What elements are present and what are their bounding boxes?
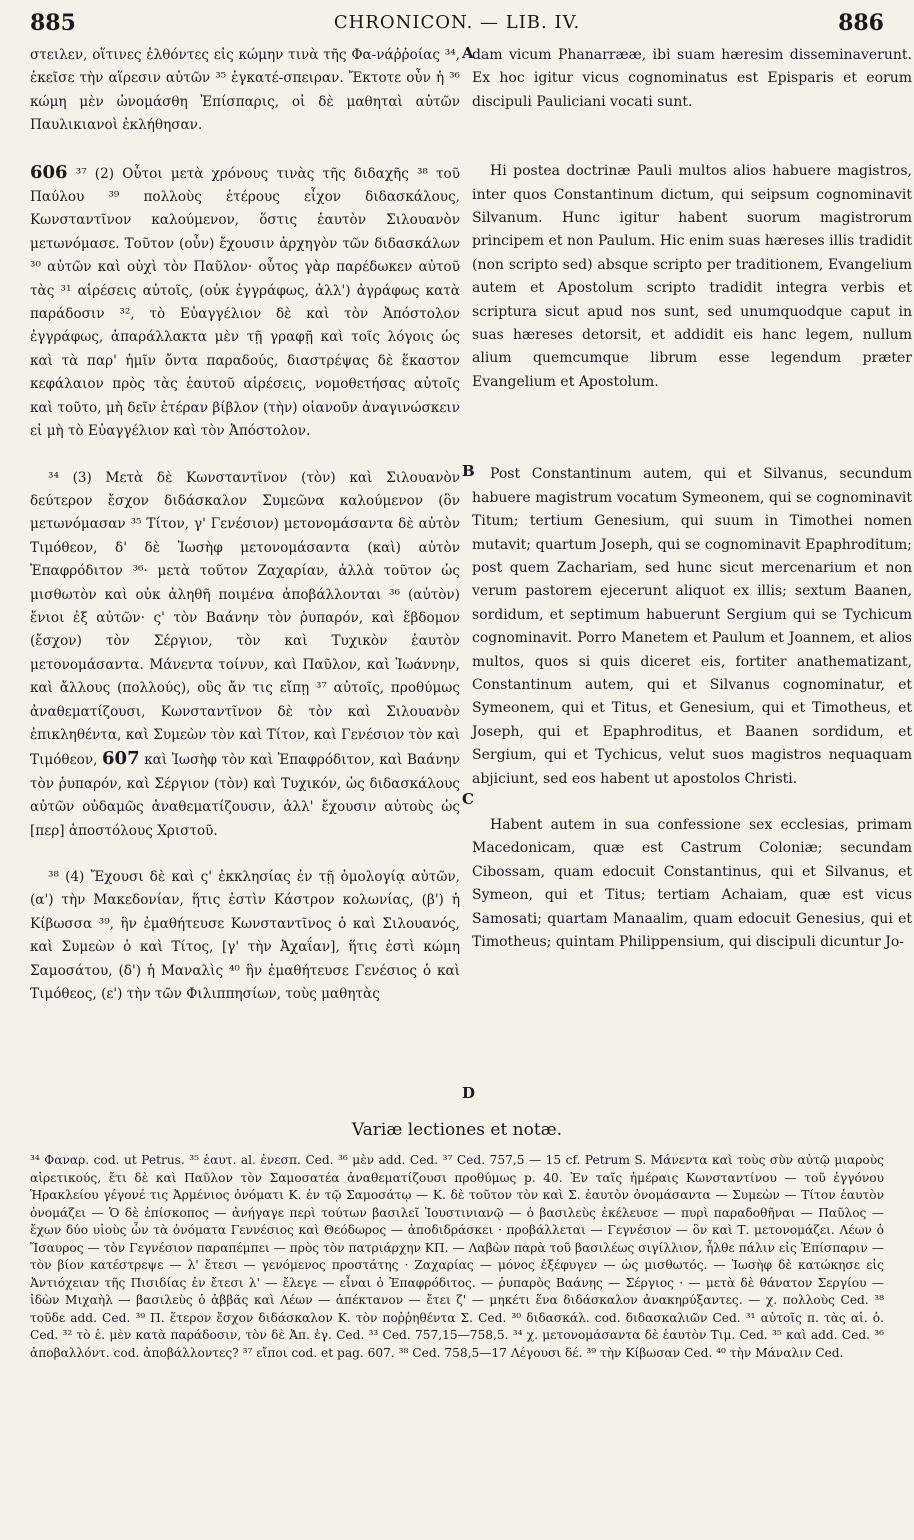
greek-paragraph-1: στειλεν, οἵτινες ἐλθόντες εἰς κώμην τινὰ τῆς Φα-νάῤῥοίας ³⁴, ἐκεῖσε τὴν αἵρεσιν αὐτῶν ³⁵ ἐγκατέ-σπειραν. Ἔκτοτε οὖν ἡ ³⁶ κώμη μὲν ὠνομάσθη Ἐπίσπαρις, οἱ δὲ μαθηταὶ αὐτῶν Παυλικιανοὶ ἐκλήθησαν. (30, 47, 460, 134)
greek-paragraph-4: ³⁸ (4) Ἔχουσι δὲ καὶ ς' ἐκκλησίας ἐν τῇ ὁμολογίᾳ αὐτῶν, (α') τὴν Μακεδονίαν, ἥτις ἐστὶν Κάστρον κολωνίας, (β') ἡ Κίβωσσα ³⁹, ἣν ἐμαθήτευσε Κωνσταντῖνος ὁ καὶ Σιλουανός, καὶ Συμεὼν ὁ καὶ Τίτος, [γ' τὴν Ἀχαΐαν], ἥτις ἐστὶ κώμη Σαμοσάτου, (δ') ἡ Μαναλὶς ⁴⁰ ἣν ἐμαθήτευσε Γενέσιος ὁ καὶ Τιμόθεος, (ε') τὴν τῶν Φιλιππησίων, τοὺς μαθητὰς (30, 869, 460, 1003)
greek-column (30, 44, 460, 1006)
column-number-607: 607 (102, 748, 140, 770)
latin-column (472, 44, 912, 954)
latin-paragraph-3: Post Constantinum autem, qui et Silvanus, secundum habuere magistrum vocatum Symeonem, qui se cognominavit Titum; tertium Genesium, qui suum in Timothei nomen mutavit; quartum Joseph, qui se cognominavit Epaphroditum; post quem Zachariam, sed hunc sicut mercenarium et non verum pastorem ejecerunt aliquot ex illis; sextum Baanen, sordidum, et septimum habuerunt Sergium qui se Tychicum cognominavit. Porro Manetem et Paulum et Joannem, et alios multos, quos si quis diceret eis, fortiter anathematizant, Constantinum autem, qui et Silvanus cognominatur, et Symeonem, qui et Titus, et Genesium, qui et Timotheus, et Joseph, qui et Epaphroditus, et Baanen sordidum, et Sergium, qui et Tychicus, velut suos magistros nequaquam abjiciunt, sed eos habent ut apostolos Christi. (472, 466, 912, 787)
running-title: CHRONICON. — LIB. IV. (333, 12, 581, 33)
page-number-left: 885 (30, 10, 76, 36)
greek-paragraph-3b: καὶ Ἰωσὴφ τὸν καὶ Ἐπαφρόδιτον, καὶ Βαάνην τὸν ῥυπαρόν, καὶ Σέργιον (τὸν) καὶ Τυχικόν, ὡς διδασκάλους αὐτῶν οὐδαμῶς ἀναθεματίζουσιν, ἀλλ' ἔχουσιν αὐτοὺς ὡς [περ] ἀποστόλους Χριστοῦ. (30, 752, 461, 839)
margin-letter-d: D (462, 1084, 476, 1102)
two-column-body (30, 44, 912, 1124)
latin-paragraph-4: Habent autem in sua confessione sex ecclesias, primam Macedonicam, quæ est Castrum Coloniæ; secundam Cibossam, quam edocuit Constantinus, qui et Silvanus, et Symeon, qui et Titus; tertiam Achaiam, quæ est vicus Samosati; quartam Manaalim, quam edocuit Genesius, qui et Timotheus; quintam Philippensium, qui discipuli dicuntur Jo- (472, 816, 912, 950)
critical-apparatus: ³⁴ Φαναρ. cod. ut Petrus. ³⁵ ἑαυτ. al. ἐνεσπ. Ced. ³⁶ μὲν add. Ced. ³⁷ Ced. 757,5 — 15 cf. Petrum S. Μάνεντα καὶ τοὺς σὺν αὐτῷ μιαροὺς αἱρετικούς, ἔτι δὲ καὶ Παῦλον τὸν Σαμοσατέα ἀναθεματίζουσι προθύμως p. 40. Ἐν ταῖς ἡμέραις Κωνσταντίνου — τοῦ ἐγγόνου Ἡρακλείου γέγονέ τις Ἀρμένιος ὀνόματι Κ. ἐν τῷ Σαμοσάτῳ — Κ. δὲ τοῦτον τὸν καὶ Σ. ἑαυτὸν ὀνομάσαντα — Συμεὼν — Τίτον ἑαυτὸν ὀνομάζει — Ὁ δὲ ἐπίσκοπος — ἀνήγαγε περὶ τούτων βασιλεῖ Ἰουστινιανῷ — ὁ βασιλεὺς ἐκέλευσε — πυρὶ παραδοθῆναι — Παῦλος — ἔχων δύο υἱοὺς ὧν τὰ ὀνόματα Γεννέσιος καὶ Θεόδωρος — ἀποδιδράσκει · προβάλλεται — Γεγνέσιον — ὃν καὶ Τ. μετονομάζει. Λέων ὁ Ἴσαυρος — τὸν Γεγνέσιον παραπέμπει — πρὸς τὸν πατριάρχην ΚΠ. — Λαβὼν παρὰ τοῦ βασιλέως σιγίλλιον, ἦλθε πάλιν εἰς Ἐπίσπαριν — τὸν βίον κατέστρεψε — λ' ἔτεσι — γενόμενος προστάτης · Ζαχαρίας — μόνος ἐξέφυγεν — ὡς μισθωτός. — Ἰωσὴφ δὲ κατώκησε εἰς Ἀντιόχειαν τῆς Πισιδίας ἐν ἔτεσι λ' — ἔλεγε — εἶναι ὁ Ἐπαφρόδιτος. — ῥυπαρὸς Βαάνης — Σέργιος · — μετὰ δὲ θάνατον Σεργίου — ἰδὼν Μιχαὴλ — βασιλεὺς ὁ ἀββᾶς καὶ Λέων — ἀπέκτανον — ἔτει ζ' — μηκέτι ἕνα διδάσκαλον ἀνακηρύξαντες. — χ. πολλοὺς Ced. ³⁸ τοῦδε add. Ced. ³⁹ Π. ἕτερον ἔσχον διδάσκαλον Κ. τὸν ποῤῥηθέντα Σ. Ced. ³⁰ διδασκάλ. cod. διδασκαλιῶν Ced. ³¹ αὐτοῖς π. τὰς αἱ. ὁ. Ced. ³² τὸ ἑ. μὲν κατὰ παράδοσιν, τὸν δὲ Ἀπ. ἐγ. Ced. ³³ Ced. 757,15—758,5. ³⁴ χ. μετονομάσαντα δὲ ἑαυτὸν Τιμ. Ced. ³⁵ καὶ add. Ced. ³⁶ ἀποβαλλόντ. cod. ἀποβάλλοντες? ³⁷ εἴποι cod. et pag. 607. ³⁸ Ced. 758,5—17 Λέγουσι δέ. ³⁹ τὴν Κίβωσαν Ced. ⁴⁰ τὴν Μάναλιν Ced. (30, 1153, 884, 1360)
margin-letter-c: C (462, 790, 474, 808)
page-number-right: 886 (838, 10, 884, 36)
margin-letter-b: B (462, 462, 475, 480)
greek-paragraph-3: ³⁴ (3) Μετὰ δὲ Κωνσταντῖνον (τὸν) καὶ Σιλουανὸν δεύτερον ἔσχον διδάσκαλον Συμεῶνα καλούμενον (ὃν μετωνόμασαν ³⁵ Τίτον, γ' Γενέσιον) μετονομάσαντα δὲ αὐτὸν Τιμόθεον, δ' δὲ Ἰωσὴφ μετονομάσαντα (καὶ) αὐτὸν Ἐπαφρόδιτον ³⁶· μετὰ τοῦτον Ζαχαρίαν, ἀλλὰ τοῦτον ὡς μισθωτὸν καὶ οὐκ ἀληθῆ ποιμένα ἀποβάλλονται ³⁶ (αὐτὸν) ἔνιοι ἐξ αὐτῶν· ς' τὸν Βαάνην τὸν ῥυπαρόν, καὶ ἕβδομον (ἔσχον) τὸν Σέργιον, τὸν καὶ Τυχικὸν ἑαυτὸν μετονομάσαντα. Μάνεντα τοίνυν, καὶ Παῦλον, καὶ Ἰωάννην, καὶ ἄλλους (πολλούς), οὓς ἄν τις εἴπῃ ³⁷ αὐτοῖς, προθύμως ἀναθεματίζουσι, Κωνσταντῖνον δὲ τὸν καὶ Σιλουανὸν ἐπικληθέντα, καὶ Συμεὼν τὸν καὶ Τίτον, καὶ Γενέσιον τὸν καὶ Τιμόθεον, (30, 469, 460, 769)
greek-paragraph-2: ³⁷ (2) Οὗτοι μετὰ χρόνους τινὰς τῆς διδαχῆς ³⁸ τοῦ Παύλου ³⁹ πολλοὺς ἑτέρους εἶχον διδασκάλους, Κωνσταντῖνον καλούμενον, ὅστις ἑαυτὸν Σιλουανὸν μετωνόμασε. Τοῦτον (οὖν) ἔχουσιν ἀρχηγὸν τῶν διδασκάλων ³⁰ αὐτῶν καὶ οὐχὶ τὸν Παῦλον· οὗτος γὰρ παρέδωκεν αὐτοῦ τὰς ³¹ αἱρέσεις αὐτοῖς, (οὐκ ἐγγράφως, ἀλλ') ἀγράφως κατὰ παράδοσιν ³², τὸ Εὐαγγέλιον δὲ καὶ τὸν Ἀπόστολον ἐγγράφως, ἀπαράλλακτα μὲν τῇ γραφῇ καὶ τοῖς λόγοις ὡς καὶ τὰ παρ' ἡμῖν ὄντα παραδούς, διαστρέψας δὲ ἕκαστον κεφάλαιον πρὸς τὰς ἑαυτοῦ αἱρέσεις, νομοθετήσας αὐτοῖς καὶ τοῦτο, μὴ δεῖν ἑτέραν βίβλον (τὴν) οἱανοῦν ἀναγινώσκειν εἰ μὴ τὸ Εὐαγγέλιον καὶ τὸν Ἀπόστολον. (30, 165, 461, 440)
margin-letter-a: A (462, 44, 474, 62)
column-number-606: 606 (30, 161, 68, 183)
running-header (30, 10, 884, 44)
latin-paragraph-2: Hi postea doctrinæ Pauli multos alios habuere magistros, inter quos Constantinum dictum, qui seipsum cognominavit Silvanum. Hunc igitur habent suorum magistrorum principem et non Paulum. Hic enim suas hæreses illis tradidit (non scripto sed) absque scripto per traditionem, Evangelium autem et Apostolum scripto tradidit integra verbis et scriptura sicut apud nos sunt, sed unumquodque caput in suas hæreses detorsit, et addidit eis hanc legem, nullum alium quemcumque librum esse legendum præter Evangelium et Apostolum. (472, 163, 912, 390)
latin-paragraph-1: dam vicum Phanarrææ, ibi suam hæresim disseminaverunt. Ex hoc igitur vicus cognominatus est Episparis et eorum discipuli Pauliciani vocati sunt. (472, 47, 912, 110)
notes-title: Variæ lectiones et notæ. (351, 1120, 563, 1140)
